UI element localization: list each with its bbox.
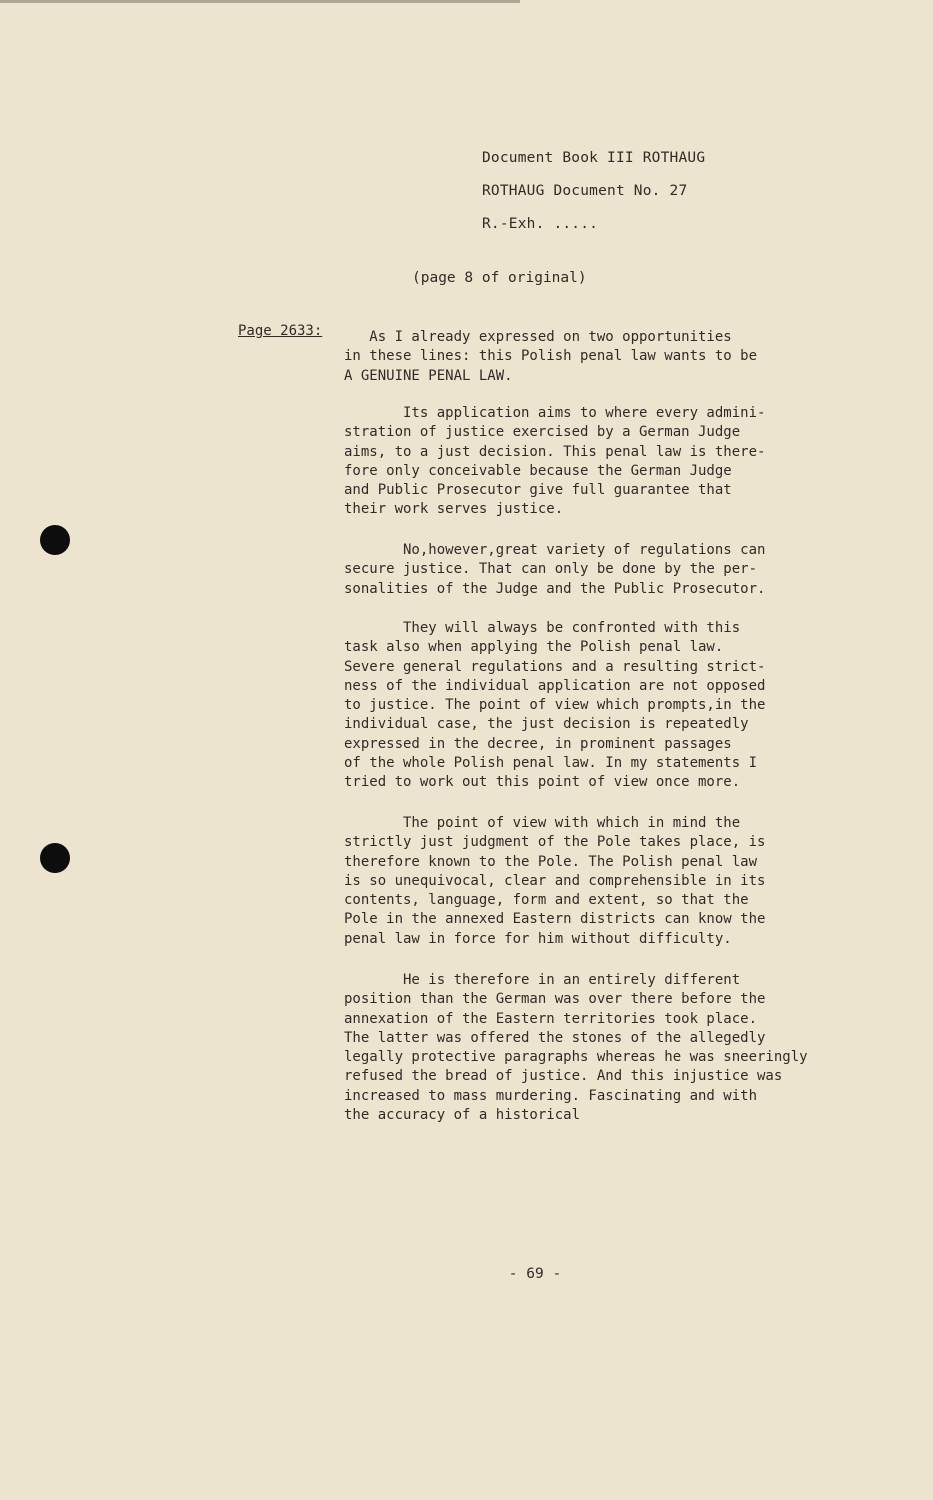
paragraph-1 — [344, 328, 864, 386]
exhibit-heading: R.-Exh. ..... — [482, 216, 599, 232]
paragraph-line: sonalities of the Judge and the Public Prosecutor. — [344, 580, 766, 597]
paragraph-line: tried to work out this point of view once more. — [344, 774, 741, 791]
paragraph-line: Pole in the annexed Eastern districts can know the — [344, 911, 766, 928]
paragraph-line: secure justice. That can only be done by the per- — [344, 561, 758, 578]
paragraph-line: legally protective paragraphs whereas he was sneeringly — [344, 1049, 808, 1066]
paragraph-line: to justice. The point of view which prompts,in the — [344, 697, 766, 714]
punch-hole-lower — [40, 843, 70, 873]
paragraph-2 — [344, 404, 864, 520]
paragraph-line: position than the German was over there before the — [344, 991, 766, 1008]
top-edge-rule — [0, 0, 520, 3]
paragraph-line: The latter was offered the stones of the allegedly — [344, 1029, 766, 1046]
document-book-heading: Document Book III ROTHAUG — [482, 150, 706, 166]
paragraph-line: strictly just judgment of the Pole takes place, is — [344, 834, 766, 851]
paragraph-line: in these lines: this Polish penal law wants to be — [344, 348, 758, 365]
paragraph-line: aims, to a just decision. This penal law is there- — [344, 443, 766, 460]
paragraph-line: As I already expressed on two opportunities — [344, 329, 732, 345]
paragraph-line: and Public Prosecutor give full guarantee that — [344, 482, 732, 499]
paragraph-line: contents, language, form and extent, so that the — [344, 892, 749, 909]
paragraph-line: He is therefore in an entirely different — [344, 972, 741, 988]
paragraph-line: Severe general regulations and a resulting strict- — [344, 658, 766, 675]
document-number-heading: ROTHAUG Document No. 27 — [482, 183, 688, 199]
paragraph-3 — [344, 541, 864, 599]
paragraph-line: Its application aims to where every admini- — [344, 405, 766, 421]
paragraph-line: stration of justice exercised by a German Judge — [344, 424, 741, 441]
paragraph-line: is so unequivocal, clear and comprehensible in its — [344, 872, 766, 889]
punch-hole-upper — [40, 525, 70, 555]
paragraph-line: ness of the individual application are not opposed — [344, 677, 766, 694]
paragraph-line: expressed in the decree, in prominent passages — [344, 735, 732, 752]
paragraph-line: increased to mass murdering. Fascinating and with — [344, 1087, 758, 1104]
paragraph-line: therefore known to the Pole. The Polish penal law — [344, 853, 758, 870]
paragraph-4 — [344, 619, 864, 793]
paragraph-line: No,however,great variety of regulations can — [344, 542, 766, 558]
paragraph-line: task also when applying the Polish penal law. — [344, 639, 724, 656]
paragraph-line: individual case, the just decision is repeatedly — [344, 716, 749, 733]
paragraph-line: fore only conceivable because the German Judge — [344, 462, 732, 479]
paragraph-6 — [344, 971, 864, 1125]
paragraph-line: the accuracy of a historical — [344, 1107, 581, 1124]
page-reference: Page 2633: — [238, 323, 323, 339]
paragraph-line: annexation of the Eastern territories took place. — [344, 1010, 758, 1027]
page-number: - 69 - — [508, 1266, 562, 1282]
paragraph-line: their work serves justice. — [344, 501, 564, 518]
paragraph-line: penal law in force for him without difficulty. — [344, 930, 732, 947]
paragraph-line: refused the bread of justice. And this injustice was — [344, 1068, 783, 1085]
paragraph-line: They will always be confronted with this — [344, 620, 741, 636]
paragraph-5 — [344, 814, 864, 949]
paragraph-line: The point of view with which in mind the — [344, 815, 741, 831]
paragraph-line: A GENUINE PENAL LAW. — [344, 367, 513, 384]
original-page-note: (page 8 of original) — [412, 270, 587, 286]
paragraph-line: of the whole Polish penal law. In my statements I — [344, 755, 758, 772]
